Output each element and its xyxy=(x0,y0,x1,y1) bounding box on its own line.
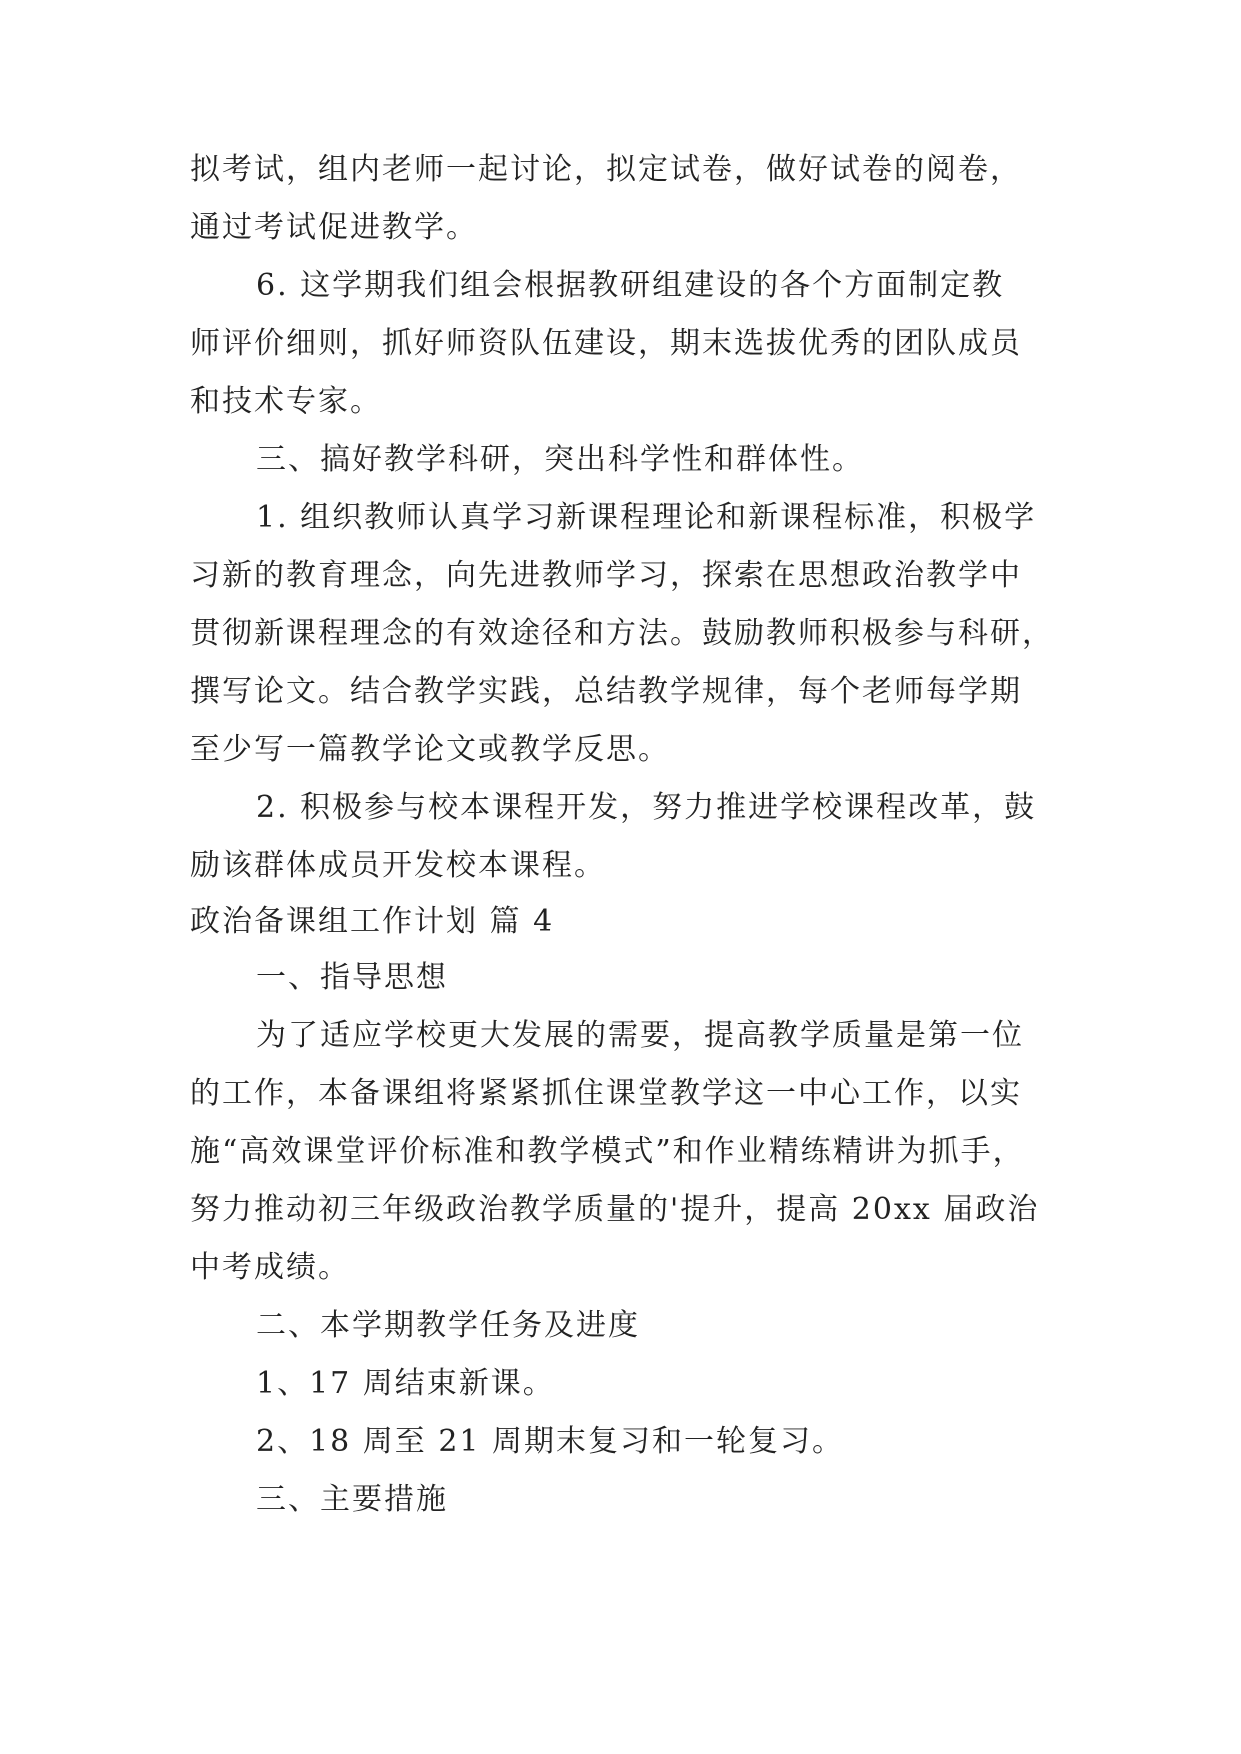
text-line: 中考成绩。 xyxy=(190,1250,350,1285)
text-line: 师评价细则，抓好师资队伍建设，期末选拔优秀的团队成员 xyxy=(190,326,1022,361)
list-item: 2、18 周至 21 周期末复习和一轮复习。 xyxy=(256,1424,845,1459)
text-line: 习新的教育理念，向先进教师学习，探索在思想政治教学中 xyxy=(190,558,1022,593)
text-line: 的工作，本备课组将紧紧抓住课堂教学这一中心工作，以实 xyxy=(190,1076,1022,1111)
text-line: 和技术专家。 xyxy=(190,384,382,419)
text-line: 努力推动初三年级政治教学质量的'提升，提高 20xx 届政治 xyxy=(190,1192,1040,1227)
section-heading: 三、主要措施 xyxy=(256,1482,448,1517)
text-line: 为了适应学校更大发展的需要，提高教学质量是第一位 xyxy=(256,1018,1024,1053)
text-line: 拟考试，组内老师一起讨论，拟定试卷，做好试卷的阅卷， xyxy=(190,152,1022,187)
text-line: 撰写论文。结合教学实践，总结教学规律，每个老师每学期 xyxy=(190,674,1022,709)
text-line: 2. 积极参与校本课程开发，努力推进学校课程改革，鼓 xyxy=(256,790,1037,825)
article-title: 政治备课组工作计划 篇 4 xyxy=(190,904,555,939)
section-heading: 一、指导思想 xyxy=(256,960,448,995)
text-line: 至少写一篇教学论文或教学反思。 xyxy=(190,732,670,767)
text-line: 通过考试促进教学。 xyxy=(190,210,478,245)
section-heading: 二、本学期教学任务及进度 xyxy=(256,1308,640,1343)
text-line: 施“高效课堂评价标准和教学模式”和作业精练精讲为抓手， xyxy=(190,1134,1025,1169)
text-line: 1. 组织教师认真学习新课程理论和新课程标准，积极学 xyxy=(256,500,1037,535)
text-line: 励该群体成员开发校本课程。 xyxy=(190,848,606,883)
text-line: 6. 这学期我们组会根据教研组建设的各个方面制定教 xyxy=(256,268,1005,303)
section-heading: 三、搞好教学科研，突出科学性和群体性。 xyxy=(256,442,864,477)
list-item: 1、17 周结束新课。 xyxy=(256,1366,555,1401)
text-line: 贯彻新课程理念的有效途径和方法。鼓励教师积极参与科研， xyxy=(190,616,1054,651)
